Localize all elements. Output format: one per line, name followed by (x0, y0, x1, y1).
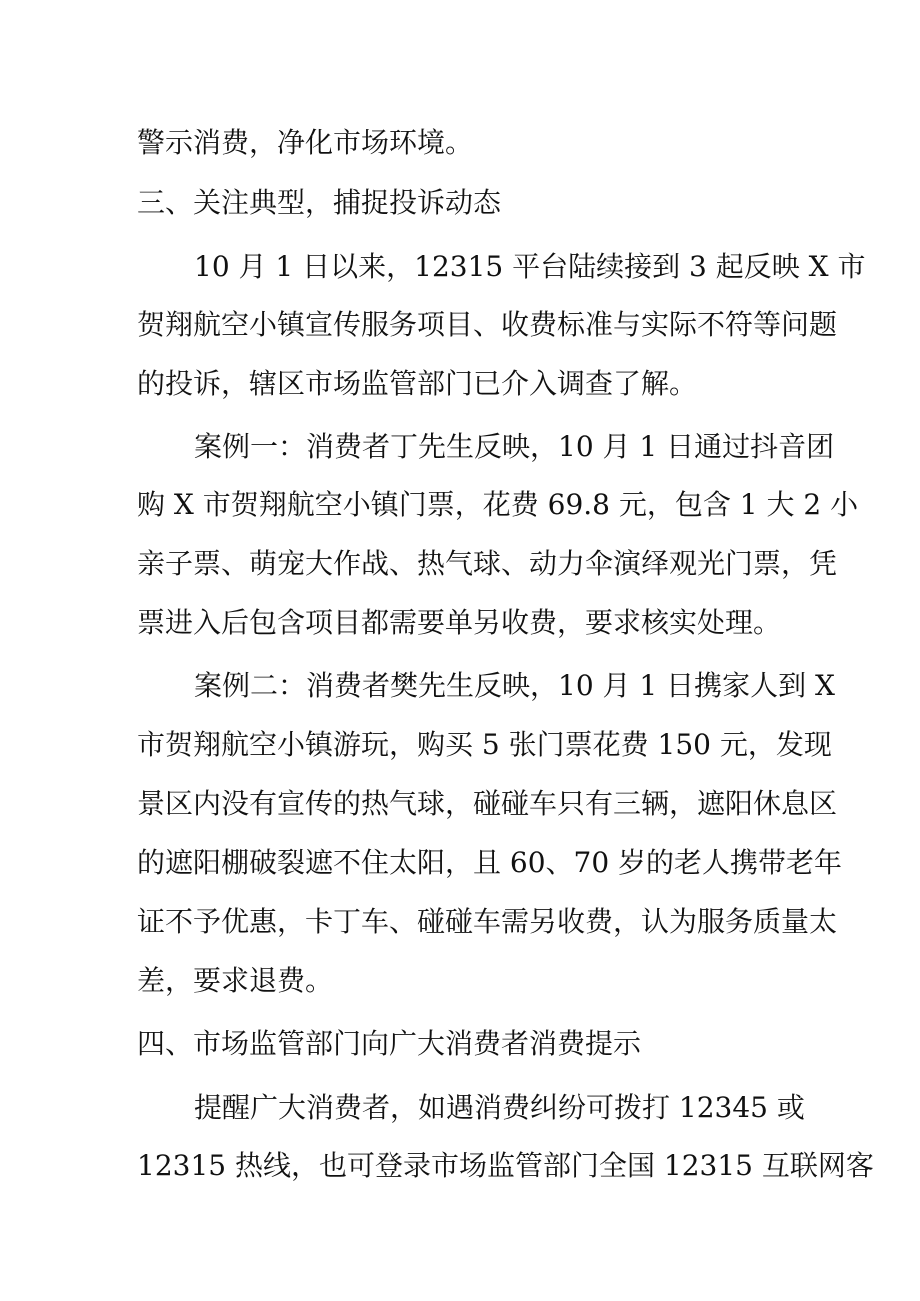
paragraph-line: 提醒广大消费者，如遇消费纠纷可拨打 12345 或 (194, 1091, 805, 1124)
case-two-line: 证不予优惠，卡丁车、碰碰车需另收费，认为服务质量太 (137, 905, 838, 938)
case-two-line: 案例二：消费者樊先生反映，10 月 1 日携家人到 X (194, 669, 835, 702)
case-two-line: 差，要求退费。 (137, 964, 334, 997)
paragraph-line: 12315 热线，也可登录市场监管部门全国 12315 互联网客 (137, 1149, 874, 1182)
case-one-line: 案例一：消费者丁先生反映，10 月 1 日通过抖音团 (194, 430, 835, 463)
paragraph-line: 的投诉，辖区市场监管部门已介入调查了解。 (137, 367, 698, 400)
case-one-line: 购 X 市贺翔航空小镇门票，花费 69.8 元，包含 1 大 2 小 (137, 488, 859, 521)
case-two-line: 市贺翔航空小镇游玩，购买 5 张门票花费 150 元，发现 (137, 728, 832, 761)
paragraph-line: 警示消费，净化市场环境。 (137, 126, 474, 159)
case-two-line: 景区内没有宣传的热气球，碰碰车只有三辆，遮阳休息区 (137, 787, 838, 820)
case-one-line: 亲子票、萌宠大作战、热气球、动力伞演绎观光门票，凭 (137, 547, 838, 580)
case-one-line: 票进入后包含项目都需要单另收费，要求核实处理。 (137, 606, 782, 639)
paragraph-line: 贺翔航空小镇宣传服务项目、收费标准与实际不符等问题 (137, 308, 838, 341)
section-heading-3: 三、关注典型，捕捉投诉动态 (137, 186, 502, 219)
paragraph-line: 10 月 1 日以来，12315 平台陆续接到 3 起反映 X 市 (194, 250, 866, 283)
section-heading-4: 四、市场监管部门向广大消费者消费提示 (137, 1027, 642, 1060)
case-two-line: 的遮阳棚破裂遮不住太阳，且 60、70 岁的老人携带老年 (137, 846, 843, 879)
